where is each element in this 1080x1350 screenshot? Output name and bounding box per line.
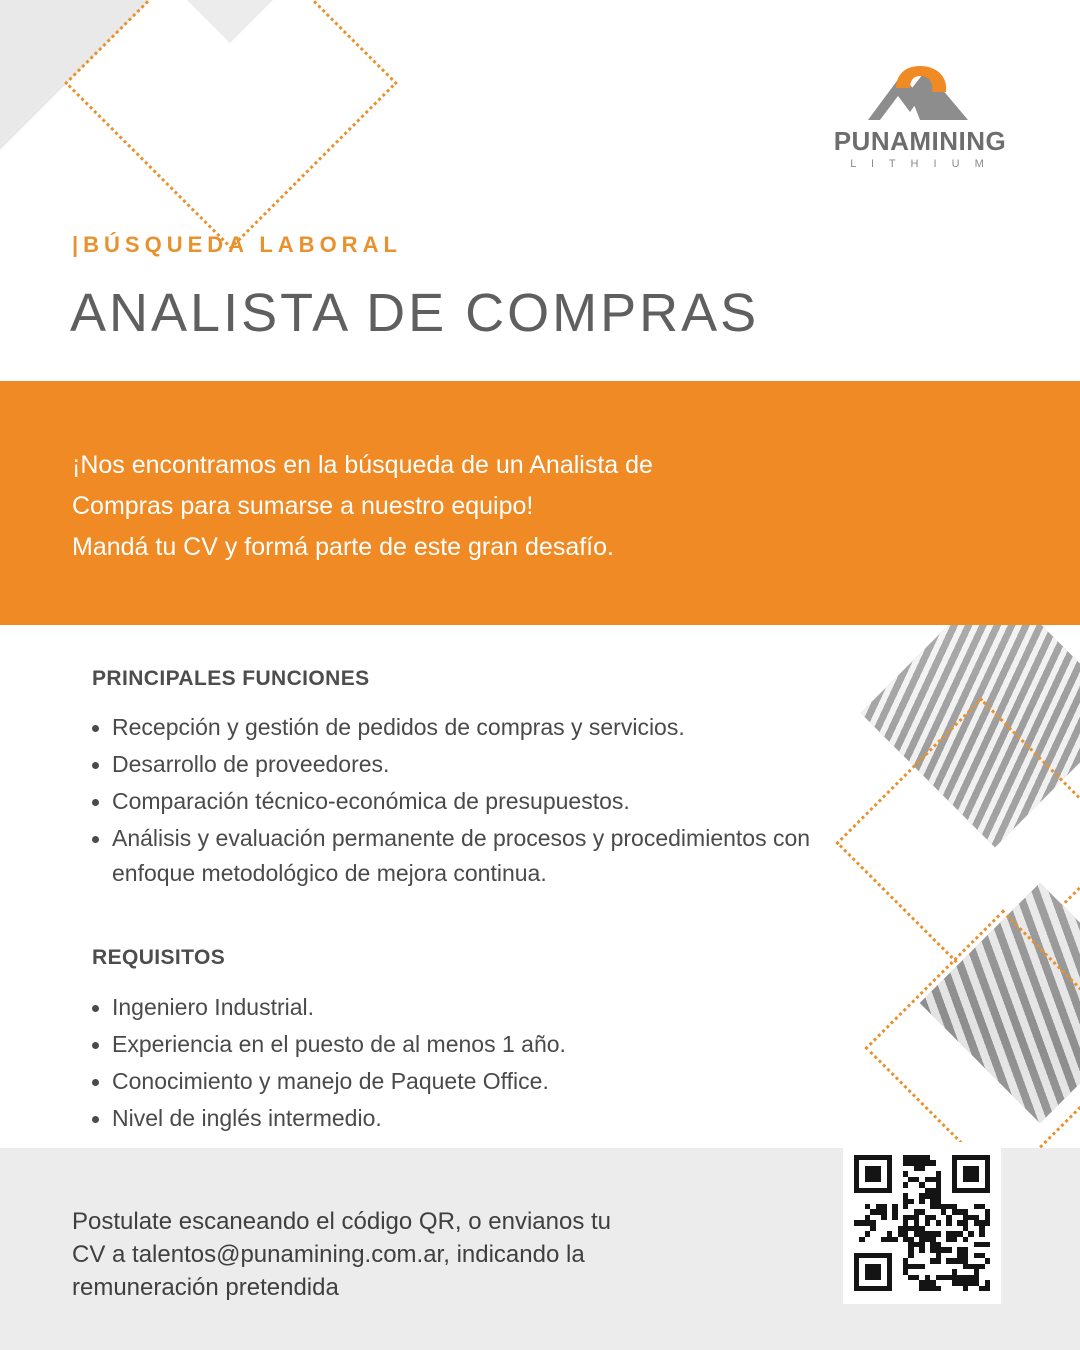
list-funciones	[78, 710, 872, 893]
logo-word-mining: MINING	[909, 126, 1007, 156]
list-item: Recepción y gestión de pedidos de compras y servicios.	[112, 710, 872, 745]
footer-instructions	[72, 1205, 772, 1304]
list-item: Comparación técnico-económica de presupuestos.	[112, 784, 872, 819]
mountain-icon	[850, 62, 990, 124]
page-title: ANALISTA DE COMPRAS	[70, 283, 760, 343]
intro-line-2: Compras para sumarse a nuestro equipo!	[72, 492, 534, 520]
list-requisitos	[78, 990, 872, 1138]
footer-line-3: remuneración pretendida	[72, 1274, 339, 1301]
list-item: Conocimiento y manejo de Paquete Office.	[112, 1064, 872, 1099]
list-item: Análisis y evaluación permanente de procesos y procedimientos con enfoque metodológico de mejora continua.	[112, 821, 872, 891]
intro-line-1: ¡Nos encontramos en la búsqueda de un Analista de	[72, 451, 653, 479]
list-item: Nivel de inglés intermedio.	[112, 1101, 872, 1136]
logo-subtitle: L I T H I U M	[850, 158, 990, 170]
logo-word-puna: PUNA	[833, 126, 910, 156]
qr-code-icon[interactable]	[854, 1155, 990, 1291]
list-item: Experiencia en el puesto de al menos 1 año.	[112, 1027, 872, 1062]
footer-line-2: CV a talentos@punamining.com.ar, indicando la	[72, 1241, 585, 1268]
company-logo	[830, 62, 1010, 170]
logo-wordmark	[830, 128, 1010, 154]
kicker-label: |BÚSQUEDA LABORAL	[72, 232, 402, 257]
intro-banner-text	[72, 445, 1000, 568]
section-heading-funciones: PRINCIPALES FUNCIONES	[92, 667, 370, 690]
qr-code-container[interactable]	[843, 1142, 1001, 1304]
list-item: Ingeniero Industrial.	[112, 990, 872, 1025]
list-item: Desarrollo de proveedores.	[112, 747, 872, 782]
section-heading-requisitos: REQUISITOS	[92, 946, 226, 969]
intro-line-3: Mandá tu CV y formá parte de este gran desafío.	[72, 533, 614, 561]
intro-banner	[0, 381, 1080, 625]
footer-line-1: Postulate escaneando el código QR, o envianos tu	[72, 1208, 612, 1235]
